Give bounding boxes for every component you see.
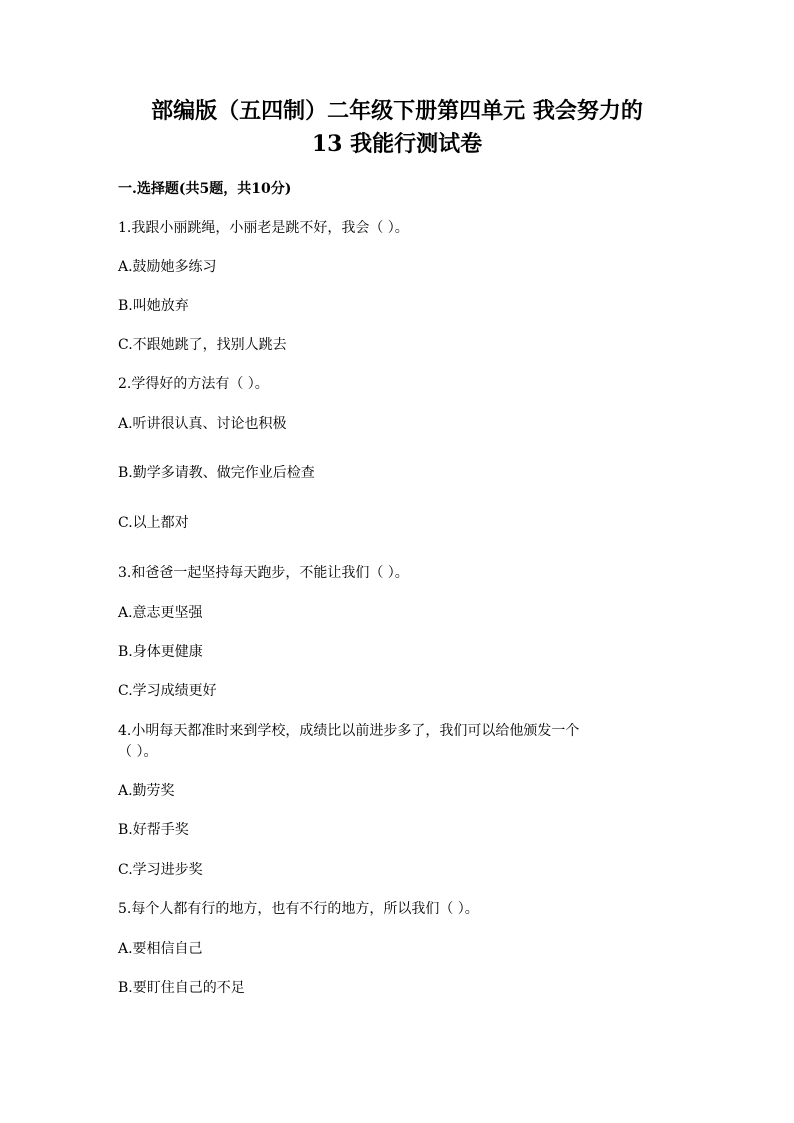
question-3-option-a: A.意志更坚强 (118, 605, 203, 621)
question-2-option-c: C.以上都对 (118, 515, 189, 531)
question-3-option-c: C.学习成绩更好 (118, 683, 217, 699)
question-4-stem: 4.小明每天都准时来到学校，成绩比以前进步多了，我们可以给他颁发一个 (118, 723, 580, 739)
question-3-option-b: B.身体更健康 (118, 644, 203, 660)
exam-title-line-2: 13 我能行测试卷 (311, 131, 483, 157)
question-4-option-b: B.好帮手奖 (118, 822, 189, 838)
question-3-stem: 3.和爸爸一起坚持每天跑步，不能让我们（ ）。 (118, 565, 409, 581)
question-4-option-c: C.学习进步奖 (118, 862, 203, 878)
question-2-stem: 2.学得好的方法有（ ）。 (118, 376, 269, 392)
question-5-stem: 5.每个人都有行的地方，也有不行的地方，所以我们（ ）。 (118, 901, 479, 917)
exam-title-line-1: 部编版（五四制）二年级下册第四单元 我会努力的 (151, 98, 643, 124)
question-1-option-b: B.叫她放弃 (118, 298, 189, 314)
question-5-option-a: A.要相信自己 (118, 941, 203, 957)
question-1-option-a: A.鼓励她多练习 (118, 259, 217, 275)
question-4-stem-continued: （ ）。 (118, 744, 158, 760)
section-heading: 一.选择题(共5题，共10分) (118, 181, 292, 197)
question-1-stem: 1.我跟小丽跳绳，小丽老是跳不好，我会（ ）。 (118, 220, 409, 236)
question-2-option-b: B.勤学多请教、做完作业后检查 (118, 465, 315, 481)
question-4-option-a: A.勤劳奖 (118, 783, 175, 799)
question-2-option-a: A.听讲很认真、讨论也积极 (118, 416, 287, 432)
question-1-option-c: C.不跟她跳了，找别人跳去 (118, 337, 287, 353)
question-5-option-b: B.要盯住自己的不足 (118, 980, 245, 996)
